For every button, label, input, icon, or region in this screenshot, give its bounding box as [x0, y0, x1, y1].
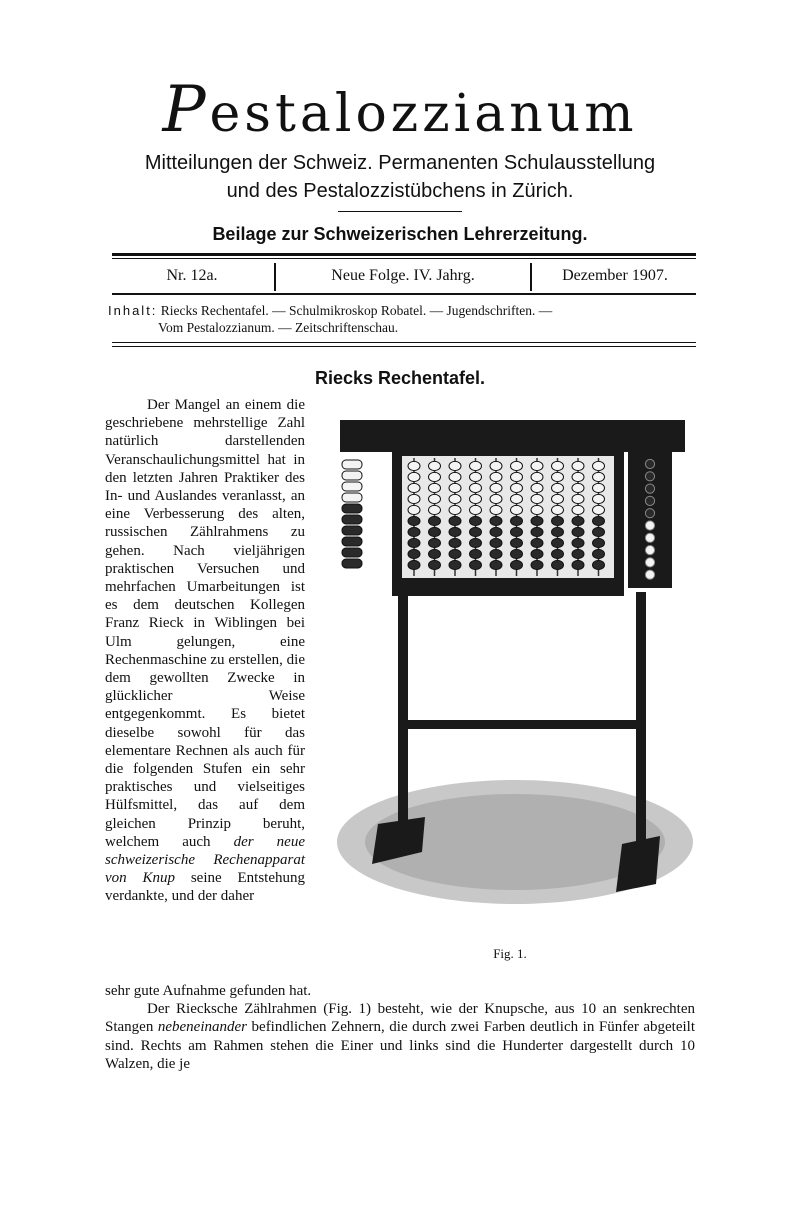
- abacus-bead: [449, 527, 461, 536]
- issue-bar-top-rule: [112, 253, 696, 256]
- abacus-bead: [408, 472, 420, 481]
- abacus-bead: [429, 494, 441, 503]
- abacus-bead: [552, 494, 564, 503]
- abacus-bead: [470, 483, 482, 492]
- abacus-bead: [593, 538, 605, 547]
- abacus-bead: [552, 549, 564, 558]
- abacus-bead: [511, 505, 523, 514]
- hundreds-roller: [342, 493, 362, 502]
- abacus-bead: [408, 461, 420, 470]
- contents-line1: Riecks Rechentafel. — Schulmikroskop Robatel. — Jugendschriften. —: [160, 303, 553, 318]
- abacus-bead: [593, 527, 605, 536]
- abacus-bead: [490, 472, 502, 481]
- ones-bead: [645, 509, 654, 518]
- abacus-bead: [552, 538, 564, 547]
- abacus-bead: [490, 505, 502, 514]
- column-text-end: seine Entstehung verdankte, und der daher: [105, 870, 305, 905]
- hundreds-roller: [342, 526, 362, 535]
- issue-separator: [274, 263, 276, 291]
- abacus-bead: [572, 461, 584, 470]
- abacus-bead: [490, 560, 502, 569]
- contents-block: [108, 302, 700, 336]
- masthead-title-rest: estalozzianum: [209, 84, 638, 144]
- issue-bar-bottom-rule: [112, 293, 696, 295]
- abacus-bead: [552, 483, 564, 492]
- hundreds-roller: [342, 559, 362, 568]
- abacus-bead: [593, 494, 605, 503]
- abacus-bead: [449, 549, 461, 558]
- abacus-bead: [572, 527, 584, 536]
- abacus-bead: [408, 516, 420, 525]
- column-text-italic: der neue schweizerische Rechenapparat von Knup: [105, 833, 305, 887]
- abacus-bead: [429, 560, 441, 569]
- abacus-bead: [593, 483, 605, 492]
- abacus-bead: [429, 527, 441, 536]
- short-divider: [338, 211, 462, 212]
- masthead-title: [0, 73, 800, 147]
- abacus-bead: [511, 549, 523, 558]
- abacus-bead: [531, 494, 543, 503]
- abacus-bead: [572, 472, 584, 481]
- abacus-bead: [593, 505, 605, 514]
- p2-italic: nebeneinander: [157, 1019, 247, 1036]
- article-column-text: [105, 396, 305, 906]
- article-title: Riecks Rechentafel.: [314, 368, 486, 388]
- abacus-bead: [408, 549, 420, 558]
- frame-top-board: [340, 420, 685, 452]
- abacus-bead: [449, 516, 461, 525]
- abacus-bead: [552, 560, 564, 569]
- masthead-initial: P: [162, 73, 210, 147]
- abacus-bead: [511, 494, 523, 503]
- abacus-bead: [572, 494, 584, 503]
- abacus-bead: [593, 472, 605, 481]
- issue-separator: [530, 263, 532, 291]
- abacus-bead: [470, 472, 482, 481]
- abacus-bead: [470, 461, 482, 470]
- hundreds-roller: [342, 460, 362, 469]
- abacus-bead: [552, 516, 564, 525]
- hundreds-roller: [342, 482, 362, 491]
- hundreds-roller: [342, 548, 362, 557]
- abacus-bead: [531, 538, 543, 547]
- masthead-subtitle-line2: und des Pestalozzistübchens in Zürich.: [226, 180, 574, 202]
- abacus-bead: [449, 472, 461, 481]
- contents-label: Inhalt:: [108, 303, 158, 318]
- abacus-bead: [429, 472, 441, 481]
- ones-bead: [645, 570, 654, 579]
- abacus-bead: [511, 483, 523, 492]
- abacus-bead: [470, 494, 482, 503]
- p2-end: befindlichen Zehnern, die durch zwei Farben deutlich in Fünfer abgeteilt sind. Rechts am Rahmen stehen die Einer und links sind die Hunderter dargestellt durch 10 Walzen, die je: [105, 1019, 696, 1072]
- abacus-bead: [572, 549, 584, 558]
- issue-date: Dezember 1907.: [562, 267, 668, 284]
- abacus-bead: [449, 560, 461, 569]
- abacus-bead: [449, 461, 461, 470]
- article-full-width-text: [105, 982, 695, 1073]
- abacus-bead: [429, 505, 441, 514]
- ones-bead: [645, 459, 654, 468]
- abacus-bead: [490, 483, 502, 492]
- paragraph-2: [105, 1000, 695, 1073]
- abacus-bead: [531, 549, 543, 558]
- abacus-bead: [449, 505, 461, 514]
- abacus-bead: [552, 527, 564, 536]
- hundreds-roller: [342, 471, 362, 480]
- abacus-bead: [511, 527, 523, 536]
- frame-bottom-rail: [392, 586, 624, 596]
- abacus-bead: [470, 505, 482, 514]
- abacus-bead: [449, 538, 461, 547]
- abacus-bead: [490, 461, 502, 470]
- abacus-bead: [511, 461, 523, 470]
- abacus-bead: [408, 505, 420, 514]
- abacus-bead: [449, 483, 461, 492]
- abacus-bead: [490, 538, 502, 547]
- abacus-bead: [511, 472, 523, 481]
- abacus-bead: [408, 483, 420, 492]
- issue-series: Neue Folge. IV. Jahrg.: [331, 267, 475, 284]
- abacus-bead: [531, 516, 543, 525]
- abacus-bead: [593, 461, 605, 470]
- abacus-bead: [552, 505, 564, 514]
- abacus-bead: [429, 483, 441, 492]
- contents-line2: Vom Pestalozzianum. — Zeitschriftenschau.: [158, 320, 399, 335]
- abacus-bead: [470, 560, 482, 569]
- abacus-bead: [429, 538, 441, 547]
- contents-rule: [112, 346, 696, 347]
- abacus-bead: [593, 560, 605, 569]
- ones-bead: [645, 496, 654, 505]
- abacus-bead: [552, 461, 564, 470]
- abacus-bead: [511, 538, 523, 547]
- contents-rule: [112, 342, 696, 343]
- hundreds-roller: [342, 537, 362, 546]
- abacus-bead: [470, 549, 482, 558]
- abacus-bead: [429, 461, 441, 470]
- abacus-bead: [490, 527, 502, 536]
- abacus-bead: [408, 527, 420, 536]
- abacus-bead: [552, 472, 564, 481]
- hundreds-rollers: [342, 460, 362, 568]
- ones-bead: [645, 546, 654, 555]
- supplement-line: Beilage zur Schweizerischen Lehrerzeitung.: [212, 224, 588, 244]
- abacus-bead: [572, 538, 584, 547]
- issue-number: Nr. 12a.: [166, 267, 218, 284]
- abacus-bead: [531, 527, 543, 536]
- abacus-bead: [572, 483, 584, 492]
- abacus-bead: [531, 472, 543, 481]
- abacus-bead: [511, 560, 523, 569]
- hundreds-roller: [342, 504, 362, 513]
- abacus-bead: [408, 538, 420, 547]
- abacus-bead: [429, 516, 441, 525]
- abacus-bead: [490, 494, 502, 503]
- abacus-bead: [490, 516, 502, 525]
- abacus-bead: [408, 560, 420, 569]
- ones-bead: [645, 558, 654, 567]
- abacus-bead: [429, 549, 441, 558]
- p2-start: Der Riecksche Zählrahmen (Fig. 1) besteht, wie der Knupsche, aus 10 an senkrechten Stangen: [105, 1001, 695, 1036]
- hundreds-roller: [342, 515, 362, 524]
- abacus-bead: [572, 505, 584, 514]
- issue-bar: [112, 259, 696, 293]
- abacus-bead: [449, 494, 461, 503]
- masthead-subtitle-line1: Mitteilungen der Schweiz. Permanenten Schulausstellung: [144, 152, 656, 174]
- abacus-bead: [531, 560, 543, 569]
- column-text: Der Mangel an einem die geschriebene mehrstellige Zahl natürlich darstellenden Veranschaulichungsmittel hat in den letzten Jahren Praktiker des In- und Auslandes veranlasst, an eine Verbesserung des alten, russischen Zählrahmens zu gehen. Nach vieljährigen praktischen Versuchen und mehrfachen Umarbeitungen ist es dem deutschen Kollegen Franz Rieck in Wiblingen bei Ulm gelungen, eine Rechenmaschine zu erstellen, die dem gewollten Zwecke in glücklicher Weise entgegenkommt. Es bietet dieselbe sowohl für das elementare Rechnen als auch für die folgenden Stufen ein sehr praktisches und vielseitiges Hülfsmittel, das auf dem gleichen Prinzip beruht, welchem auch: [105, 397, 305, 850]
- ones-bead: [645, 533, 654, 542]
- abacus-bead: [470, 538, 482, 547]
- abacus-bead: [511, 516, 523, 525]
- stand-foot-right: [616, 836, 660, 892]
- abacus-bead: [531, 483, 543, 492]
- abacus-bead: [531, 461, 543, 470]
- abacus-illustration: [330, 412, 700, 944]
- abacus-bead: [572, 560, 584, 569]
- paragraph-end: sehr gute Aufnahme gefunden hat.: [105, 983, 312, 999]
- abacus-bead: [572, 516, 584, 525]
- abacus-bead: [531, 505, 543, 514]
- abacus-bead: [593, 549, 605, 558]
- abacus-bead: [470, 516, 482, 525]
- ones-bead: [645, 521, 654, 530]
- stand-leg-left: [398, 592, 408, 842]
- abacus-bead: [593, 516, 605, 525]
- stand-crossbar: [406, 720, 640, 729]
- ones-bead: [645, 484, 654, 493]
- abacus-bead: [470, 527, 482, 536]
- ones-bead: [645, 472, 654, 481]
- abacus-bead: [490, 549, 502, 558]
- abacus-bead: [408, 494, 420, 503]
- figure-caption: Fig. 1.: [493, 946, 527, 961]
